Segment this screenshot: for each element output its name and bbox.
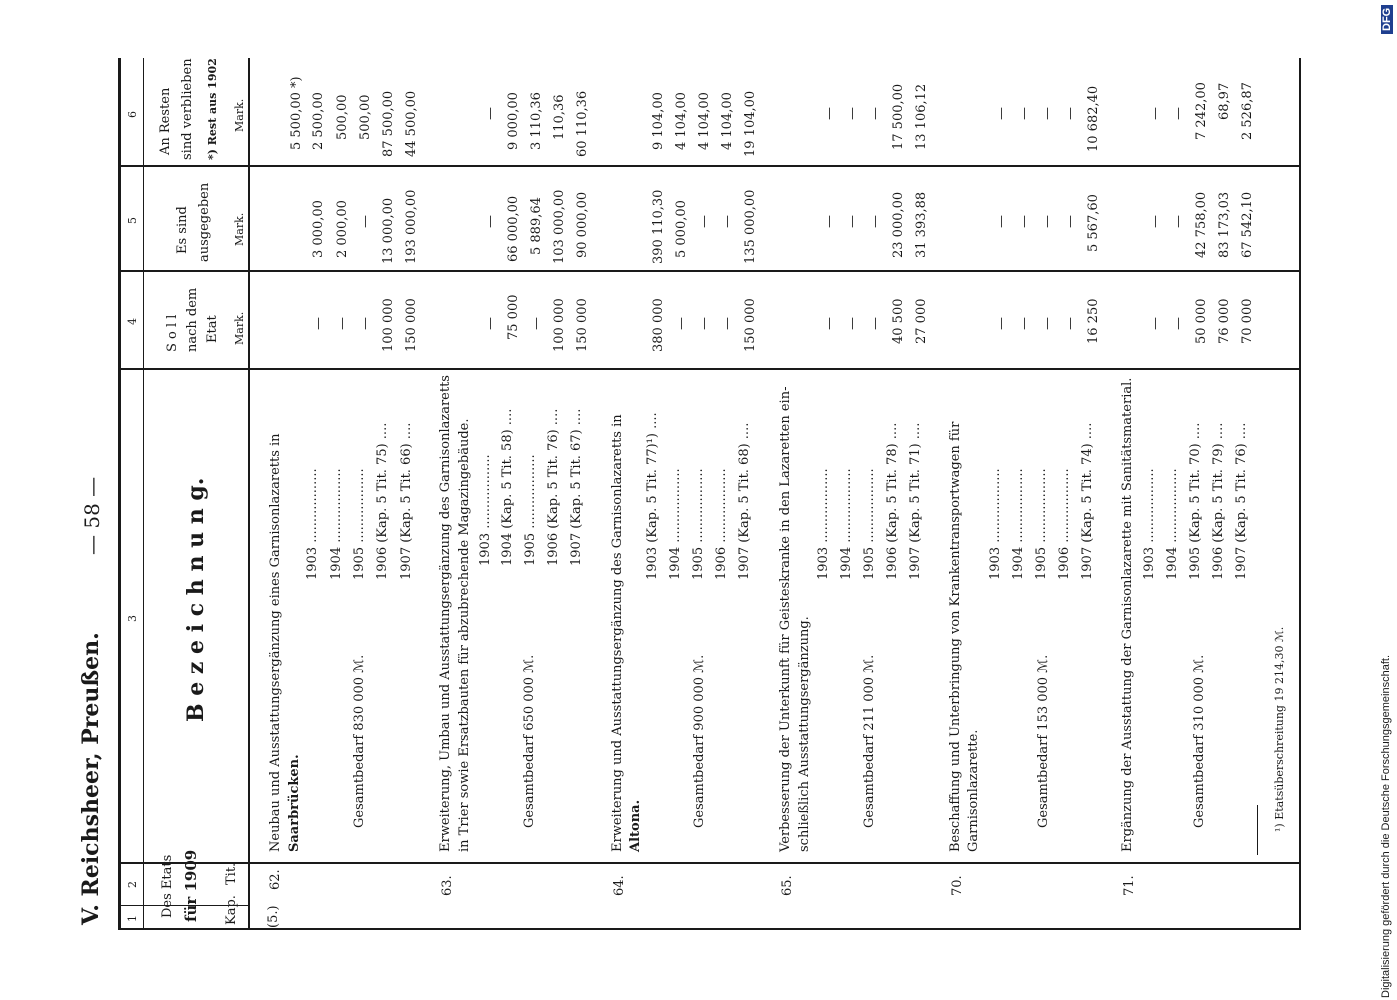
- header-rest-1: An Resten: [158, 87, 173, 155]
- row62-rest3: 500,00: [335, 94, 350, 140]
- row71-rest4: 68,97: [1217, 82, 1232, 120]
- row71-ausg5: 67 542,10: [1240, 191, 1255, 258]
- header-soll-3: Etat: [205, 315, 220, 343]
- row64-line1: 1903 (Kap. 5 Tit. 77)¹) ....: [645, 412, 660, 580]
- row70-rest4: —: [1063, 107, 1078, 120]
- row65-ausg4: 23 000,00: [891, 191, 906, 258]
- row63-line5: 1907 (Kap. 5 Tit. 67) ....: [569, 408, 584, 566]
- row63-line2: 1904 (Kap. 5 Tit. 58) ....: [500, 408, 515, 566]
- row71-rest2: —: [1171, 107, 1186, 120]
- kap-value: (5.): [266, 905, 281, 928]
- row71-rest3: 7 242,00: [1194, 82, 1209, 140]
- header-rest-unit: Mark.: [233, 98, 246, 132]
- row62-rest5: 87 500,00: [381, 90, 396, 157]
- header-ausg-1: Es sind: [175, 206, 190, 254]
- row64-rest1: 9 104,00: [651, 92, 666, 150]
- col-number-4: 4: [126, 318, 139, 325]
- tit-71: 71.: [1122, 875, 1137, 896]
- row70-rest2: —: [1017, 107, 1032, 120]
- row63-rest4: 110,36: [552, 94, 567, 140]
- row63-title-2: in Trier sowie Ersatzbauten für abzubrechende Magazingebäude.: [457, 418, 472, 852]
- row64-soll1: 380 000: [651, 298, 666, 352]
- row71-line4: 1906 (Kap. 5 Tit. 79) ....: [1211, 422, 1226, 580]
- row71-ausg4: 83 173,03: [1217, 191, 1232, 258]
- row70-rest1: —: [994, 107, 1009, 120]
- row62-soll6: 150 000: [404, 298, 419, 352]
- row64-soll5: 150 000: [743, 298, 758, 352]
- row70-rest3: —: [1040, 107, 1055, 120]
- row71-line5: 1907 (Kap. 5 Tit. 76) ....: [1234, 422, 1249, 580]
- row65-title-2: schließlich Ausstattungsergänzung.: [797, 616, 812, 852]
- row65-line3: 1905 ..................: [862, 468, 877, 580]
- row65-title-1: Verbesserung der Unterkunft für Geisteskranke in den Lazaretten ein-: [778, 386, 793, 852]
- row64-title-2: Altona.: [628, 799, 643, 852]
- digitization-strip: [1378, 0, 1397, 1000]
- row70-soll1: —: [994, 317, 1009, 330]
- row62-ausg6: 193 000,00: [404, 189, 419, 264]
- col-number-6: 6: [126, 111, 139, 118]
- row71-line3: 1905 (Kap. 5 Tit. 70) ....: [1188, 422, 1203, 580]
- row71-soll4: 76 000: [1217, 298, 1232, 344]
- row62-line1: 1903 ..................: [305, 468, 320, 580]
- header-fuer-1909: für 1909: [182, 849, 200, 922]
- header-kap: Kap.: [224, 895, 239, 925]
- header-rest-note: *) Rest aus 1902: [206, 58, 219, 160]
- row71-ausg1: —: [1148, 215, 1163, 228]
- col-number-2: 2: [126, 881, 139, 888]
- row65-soll1: —: [822, 317, 837, 330]
- row71-ausg2: —: [1171, 215, 1186, 228]
- row64-soll2: —: [674, 317, 689, 330]
- header-rest-2: sind verblieben: [180, 58, 195, 160]
- row70-line3: 1905 ..................: [1034, 468, 1049, 580]
- row71-rest1: —: [1148, 107, 1163, 120]
- tit-62: 62.: [268, 869, 283, 890]
- row63-rest3: 3 110,36: [529, 92, 544, 150]
- row70-line5: 1907 (Kap. 5 Tit. 74) ....: [1080, 422, 1095, 580]
- top-rule: [118, 58, 121, 928]
- row62-ausg4: —: [358, 215, 373, 228]
- row65-soll2: —: [845, 317, 860, 330]
- row63-rest2: 9 000,00: [506, 92, 521, 150]
- row64-soll3: —: [697, 317, 712, 330]
- header-ausg-2: ausgegeben: [197, 182, 212, 262]
- row65-rest4: 17 500,00: [891, 83, 906, 150]
- row71-ausg3: 42 758,00: [1194, 191, 1209, 258]
- row70-rest5: 10 682,40: [1086, 85, 1101, 152]
- row70-line4: 1906 ..................: [1057, 468, 1072, 580]
- row62-soll2: —: [311, 317, 326, 330]
- row65-ausg1: —: [822, 215, 837, 228]
- row63-ausg4: 103 000,00: [552, 189, 567, 264]
- header-title: V. Reichsheer, Preußen.: [78, 632, 104, 925]
- row62-title-1: Neubau und Ausstattungsergänzung eines Garnisonlazaretts in: [268, 433, 283, 852]
- row63-line1: 1903 ..................: [478, 454, 493, 566]
- row62-rest4: 500,00: [358, 94, 373, 140]
- row65-line4: 1906 (Kap. 5 Tit. 78) ....: [885, 422, 900, 580]
- footnote: ¹) Etatsüberschreitung 19 214,30 ℳ.: [1273, 626, 1286, 832]
- header-soll-2: nach dem: [185, 287, 200, 352]
- row71-soll1: —: [1148, 317, 1163, 330]
- tit-65: 65.: [780, 875, 795, 896]
- row63-rest5: 60 110,36: [575, 90, 590, 157]
- row62-line5: 1907 (Kap. 5 Tit. 66) ....: [399, 422, 414, 580]
- row65-soll4: 40 500: [891, 298, 906, 344]
- bottom-rule: [1299, 58, 1301, 928]
- row70-title-1: Beschaffung und Unterbringung von Krankentransportwagen für: [948, 421, 963, 852]
- row63-total: Gesamtbedarf 650 000 ℳ.: [522, 654, 537, 828]
- header-soll-unit: Mark.: [233, 311, 246, 345]
- row70-soll3: —: [1040, 317, 1055, 330]
- row62-line3: 1905 ..................: [352, 468, 367, 580]
- row70-soll2: —: [1017, 317, 1032, 330]
- rule-below-kap: [118, 928, 1301, 930]
- row71-line1: 1903 ..................: [1142, 468, 1157, 580]
- row62-ausg2: 3 000,00: [311, 200, 326, 258]
- row65-total: Gesamtbedarf 211 000 ℳ.: [862, 654, 877, 828]
- row64-total: Gesamtbedarf 900 000 ℳ.: [692, 654, 707, 828]
- row64-rest4: 4 104,00: [720, 92, 735, 150]
- tit-63: 63.: [440, 875, 455, 896]
- row65-ausg2: —: [845, 215, 860, 228]
- row64-rest2: 4 104,00: [674, 92, 689, 150]
- row62-rest2: 2 500,00: [311, 92, 326, 150]
- row62-total: Gesamtbedarf 830 000 ℳ.: [352, 654, 367, 828]
- row63-soll3: —: [529, 317, 544, 330]
- row70-line2: 1904 ..................: [1011, 468, 1026, 580]
- row64-rest5: 19 104,00: [743, 90, 758, 157]
- header-ausg-unit: Mark.: [233, 212, 246, 246]
- row65-line5: 1907 (Kap. 5 Tit. 71) ....: [908, 422, 923, 580]
- col-number-5: 5: [126, 217, 139, 224]
- row64-soll4: —: [720, 317, 735, 330]
- row64-line3: 1905 ..................: [691, 468, 706, 580]
- row64-line2: 1904 ..................: [668, 468, 683, 580]
- row62-rest1: 5 500,00 *): [289, 76, 304, 150]
- row64-ausg1: 390 110,30: [651, 189, 666, 264]
- row65-rest1: —: [822, 107, 837, 120]
- row70-ausg3: —: [1040, 215, 1055, 228]
- row65-soll3: —: [868, 317, 883, 330]
- header-des-etats: Des Etats: [160, 854, 175, 918]
- row62-title-2: Saarbrücken.: [287, 754, 302, 852]
- footnote-rule: [1257, 805, 1258, 855]
- row70-line1: 1903 ..................: [988, 468, 1003, 580]
- page-number: — 58 —: [80, 476, 104, 555]
- row71-total: Gesamtbedarf 310 000 ℳ.: [1192, 654, 1207, 828]
- digitization-note: Digitalisierung gefördert durch die Deutsche Forschungsgemeinschaft.: [1380, 654, 1392, 998]
- row63-ausg2: 66 000,00: [506, 195, 521, 262]
- row65-line1: 1903 ..................: [816, 468, 831, 580]
- row63-line3: 1905 ..................: [523, 454, 538, 566]
- row64-line5: 1907 (Kap. 5 Tit. 68) ....: [737, 422, 752, 580]
- row63-soll4: 100 000: [552, 298, 567, 352]
- row62-soll4: —: [358, 317, 373, 330]
- row63-ausg5: 90 000,00: [575, 191, 590, 258]
- row71-line2: 1904 ..................: [1165, 468, 1180, 580]
- row65-rest5: 13 106,12: [914, 83, 929, 150]
- row62-soll5: 100 000: [381, 298, 396, 352]
- row65-rest3: —: [868, 107, 883, 120]
- row64-ausg5: 135 000,00: [743, 189, 758, 264]
- row63-ausg1: —: [483, 215, 498, 228]
- row65-line2: 1904 ..................: [839, 468, 854, 580]
- row70-ausg5: 5 567,60: [1086, 194, 1101, 252]
- row62-line4: 1906 (Kap. 5 Tit. 75) ....: [375, 422, 390, 580]
- row70-soll5: 16 250: [1086, 298, 1101, 344]
- row71-title-1: Ergänzung der Ausstattung der Garnisonlazarette mit Sanitätsmaterial.: [1120, 377, 1135, 852]
- row64-rest3: 4 104,00: [697, 92, 712, 150]
- row62-rest6: 44 500,00: [404, 90, 419, 157]
- header-tit: Tit.: [224, 862, 239, 885]
- col-number-1: 1: [126, 915, 139, 922]
- dfg-logo: DFG: [1381, 5, 1393, 34]
- rule-col-5-6: [118, 270, 1301, 272]
- row63-soll2: 75 000: [506, 294, 521, 340]
- row62-soll3: —: [335, 317, 350, 330]
- row63-rest1: —: [483, 107, 498, 120]
- row71-soll2: —: [1171, 317, 1186, 330]
- col-number-3: 3: [126, 615, 139, 622]
- rule-colnum: [143, 58, 144, 928]
- row70-soll4: —: [1063, 317, 1078, 330]
- row62-line2: 1904 ..................: [329, 468, 344, 580]
- row70-ausg1: —: [994, 215, 1009, 228]
- tit-70: 70.: [950, 875, 965, 896]
- row71-soll3: 50 000: [1194, 298, 1209, 344]
- row64-ausg2: 5 000,00: [674, 200, 689, 258]
- rule-col-header-end: [248, 58, 250, 928]
- rule-col-6-end: [118, 165, 1301, 167]
- row63-soll1: —: [483, 317, 498, 330]
- rule-col-4-5: [118, 368, 1301, 370]
- row62-ausg3: 2 000,00: [335, 200, 350, 258]
- row70-ausg2: —: [1017, 215, 1032, 228]
- row70-ausg4: —: [1063, 215, 1078, 228]
- row65-ausg5: 31 393,88: [914, 191, 929, 258]
- row65-rest2: —: [845, 107, 860, 120]
- row65-soll5: 27 000: [914, 298, 929, 344]
- row70-total: Gesamtbedarf 153 000 ℳ.: [1036, 654, 1051, 828]
- row70-title-2: Garnisonlazarette.: [966, 729, 981, 852]
- row63-title-1: Erweiterung, Umbau und Ausstattungsergänzung des Garnisonlazaretts: [438, 375, 453, 852]
- row62-ausg5: 13 000,00: [381, 197, 396, 264]
- row64-ausg3: —: [697, 215, 712, 228]
- row63-soll5: 150 000: [575, 298, 590, 352]
- header-soll-1: S o l l: [165, 314, 180, 352]
- row63-ausg3: 5 889,64: [529, 197, 544, 255]
- rule-col-2-3: [118, 862, 1301, 864]
- row65-ausg3: —: [868, 215, 883, 228]
- row71-soll5: 70 000: [1240, 298, 1255, 344]
- row64-ausg4: —: [720, 215, 735, 228]
- row64-title-1: Erweiterung und Ausstattungsergänzung des Garnisonlazaretts in: [610, 414, 625, 852]
- row63-line4: 1906 (Kap. 5 Tit. 76) ....: [546, 408, 561, 566]
- row71-rest5: 2 526,87: [1240, 82, 1255, 140]
- header-bezeichnung: B e z e i c h n u n g.: [183, 477, 209, 722]
- row64-line4: 1906 ..................: [714, 468, 729, 580]
- tit-64: 64.: [612, 875, 627, 896]
